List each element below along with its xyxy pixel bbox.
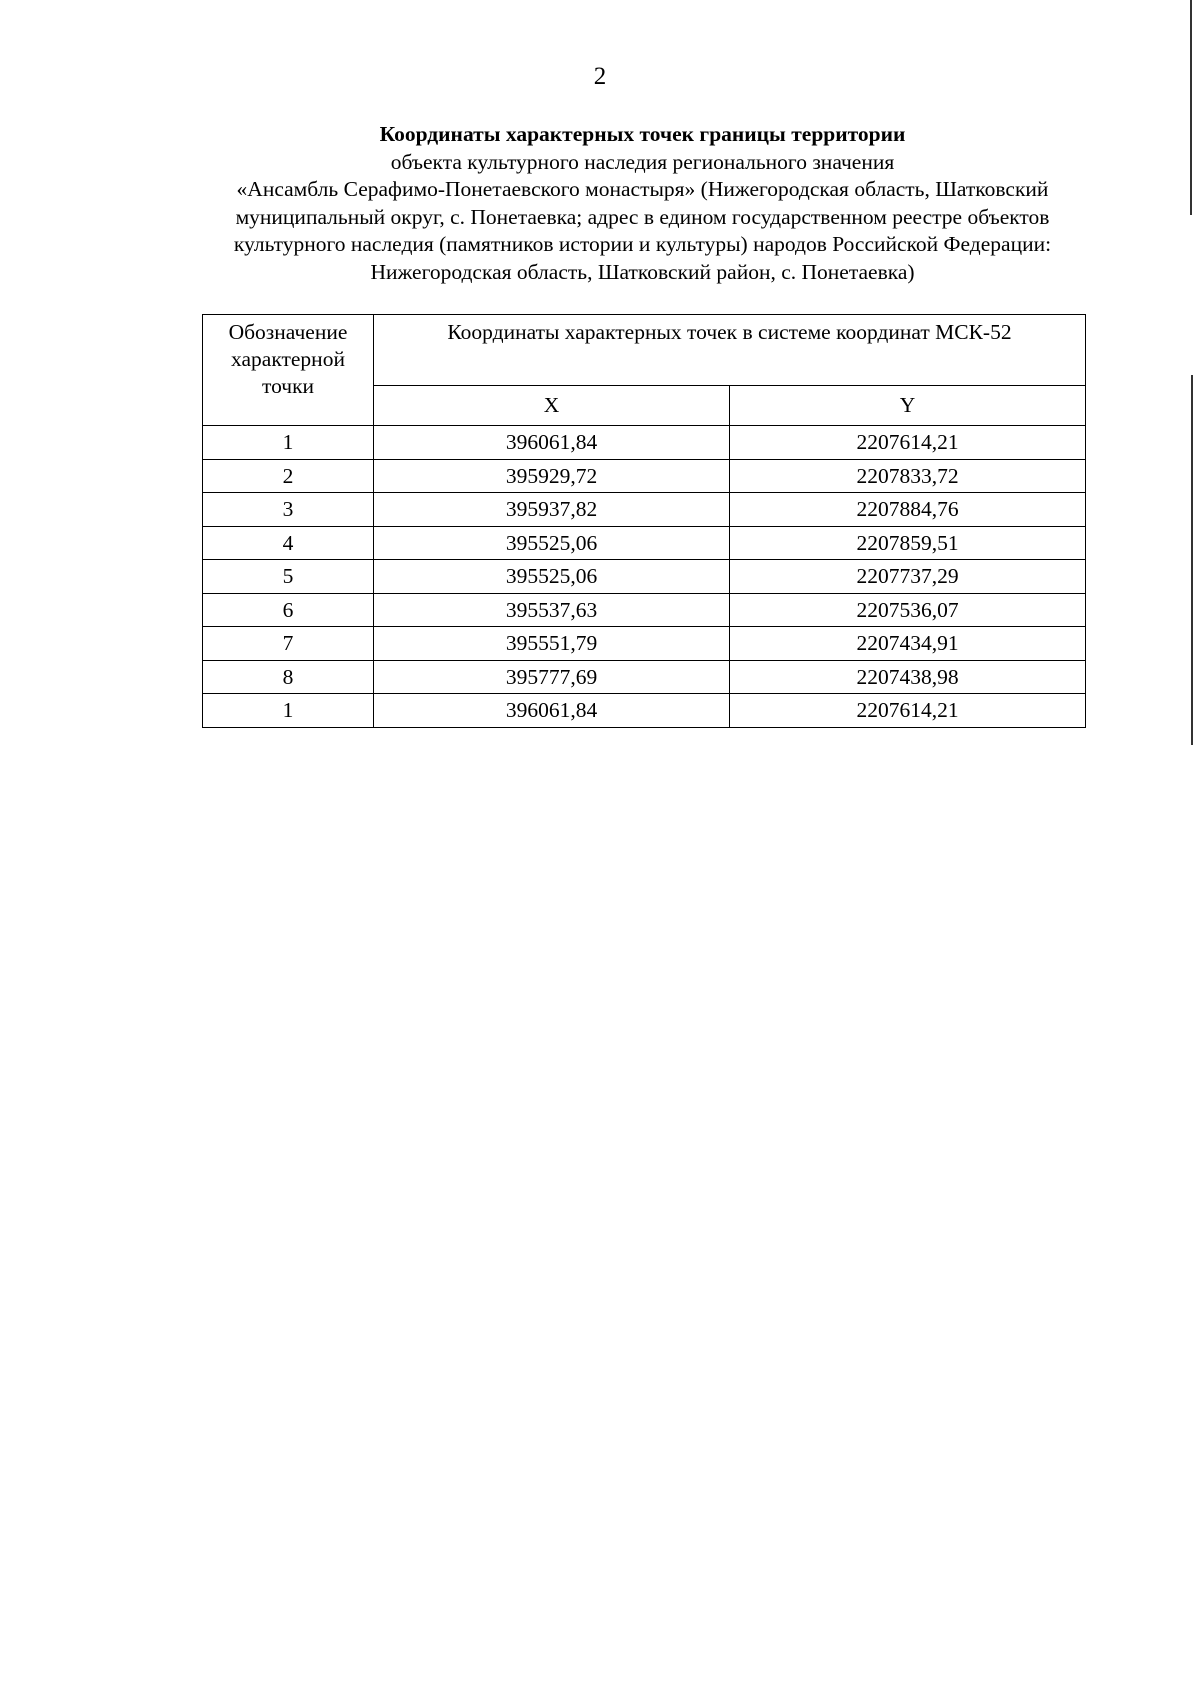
y-cell: 2207614,21: [730, 694, 1086, 728]
x-cell: 395525,06: [374, 560, 730, 594]
document-heading: [170, 121, 1115, 286]
y-cell: 2207438,98: [730, 660, 1086, 694]
y-cell: 2207859,51: [730, 526, 1086, 560]
heading-line: объекта культурного наследия регионального значения: [390, 149, 895, 174]
point-cell: 2: [203, 459, 374, 493]
point-cell: 7: [203, 627, 374, 661]
y-cell: 2207833,72: [730, 459, 1086, 493]
x-cell: 395525,06: [374, 526, 730, 560]
table-row: [203, 660, 1086, 694]
table-row: [203, 694, 1086, 728]
coordinates-header: Координаты характерных точек в системе координат МСК-52: [374, 315, 1086, 386]
table-row: [203, 493, 1086, 527]
heading-line: муниципальный округ, с. Понетаевка; адрес в едином государственном реестре объектов: [235, 204, 1050, 229]
x-column-header: X: [374, 386, 730, 426]
y-cell: 2207884,76: [730, 493, 1086, 527]
point-cell: 1: [203, 426, 374, 460]
point-cell: 3: [203, 493, 374, 527]
x-cell: 395937,82: [374, 493, 730, 527]
table-row: [203, 593, 1086, 627]
point-cell: 1: [203, 694, 374, 728]
y-cell: 2207536,07: [730, 593, 1086, 627]
table-row: [203, 526, 1086, 560]
x-cell: 395551,79: [374, 627, 730, 661]
scan-edge-mark: [1190, 0, 1192, 215]
point-cell: 4: [203, 526, 374, 560]
y-cell: 2207737,29: [730, 560, 1086, 594]
heading-title: Координаты характерных точек границы территории: [379, 122, 906, 146]
table-body: [203, 426, 1086, 728]
scan-edge-mark: [1191, 375, 1193, 745]
heading-line: Нижегородская область, Шатковский район, с. Понетаевка): [370, 259, 915, 284]
x-cell: 395929,72: [374, 459, 730, 493]
x-cell: 395777,69: [374, 660, 730, 694]
table-row: [203, 560, 1086, 594]
table-row: [203, 426, 1086, 460]
table-header: [203, 315, 1086, 426]
heading-line: культурного наследия (памятников истории и культуры) народов Российской Федерации:: [233, 232, 1052, 256]
table-row: [203, 627, 1086, 661]
point-cell: 5: [203, 560, 374, 594]
y-cell: 2207434,91: [730, 627, 1086, 661]
point-cell: 6: [203, 593, 374, 627]
heading-line: «Ансамбль Серафимо-Понетаевского монастыря» (Нижегородская область, Шатковский: [236, 177, 1049, 201]
y-column-header: Y: [730, 386, 1086, 426]
x-cell: 396061,84: [374, 426, 730, 460]
coordinates-table: [202, 314, 1086, 728]
x-cell: 395537,63: [374, 593, 730, 627]
y-cell: 2207614,21: [730, 426, 1086, 460]
x-cell: 396061,84: [374, 694, 730, 728]
point-cell: 8: [203, 660, 374, 694]
page-number: 2: [593, 63, 607, 90]
point-designation-header: Обозначение характерной точки: [203, 315, 374, 426]
table-row: [203, 459, 1086, 493]
